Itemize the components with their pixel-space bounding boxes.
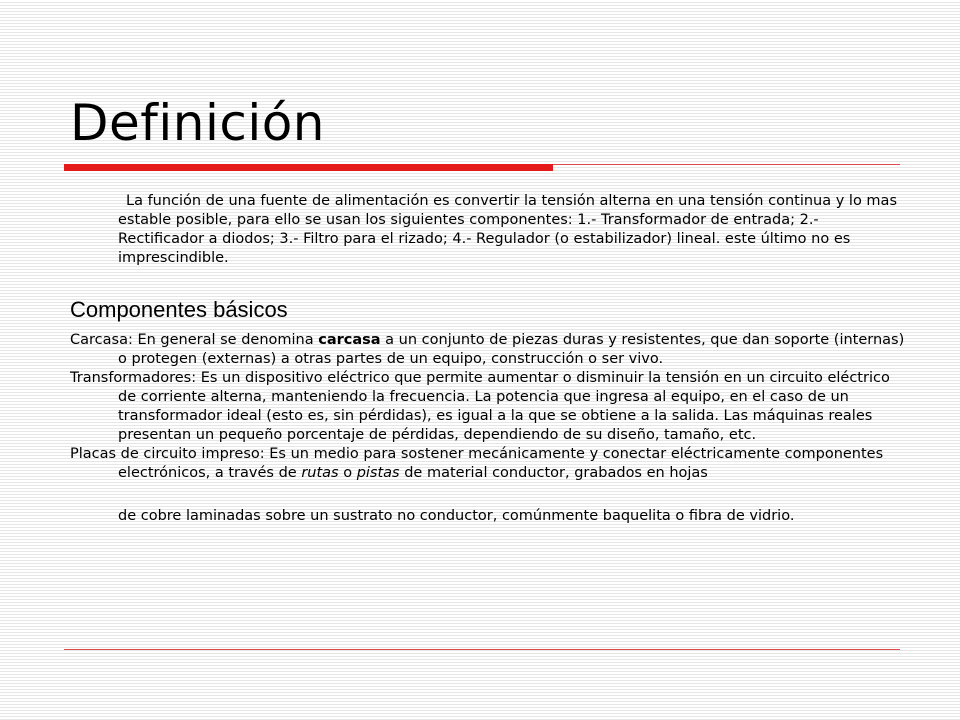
bottom-rule: [64, 649, 900, 650]
entry-transformadores: Transformadores: Es un dispositivo eléctrico que permite aumentar o disminuir la tensión en un circuito eléctrico de corriente alterna, manteniendo la frecuencia. La potencia que ingresa al equipo, en el caso de un transformador ideal (esto es, sin pérdidas), es igual a la que se obtiene a la salida. Las máquinas reales presentan un pequeño porcentaje de pérdidas, dependiendo de su diseño, tamaño, etc.: [70, 370, 890, 443]
components-list: [70, 331, 910, 526]
placas-part2: o: [338, 465, 357, 481]
entry-placas: [70, 445, 910, 483]
title-accent-bar: [64, 164, 553, 171]
placas-part1: Placas de circuito impreso: Es un medio para sostener mecánicamente y conectar eléctricamente componentes electrónicos, a través de: [70, 446, 884, 481]
entry-placas-continuation: de cobre laminadas sobre un sustrato no conductor, comúnmente baquelita o fibra de vidrio.: [118, 508, 795, 524]
entry-carcasa: [70, 331, 910, 369]
section-heading: Componentes básicos: [70, 297, 288, 322]
intro-paragraph: [118, 192, 908, 268]
carcasa-lead: Carcasa: En general se denomina: [70, 332, 319, 348]
placas-term-rutas: rutas: [301, 465, 339, 481]
paragraph-spacer: [70, 483, 910, 507]
title-underline-rule: [553, 164, 900, 165]
carcasa-term: carcasa: [318, 332, 381, 348]
slide-title: Definición: [70, 94, 325, 152]
intro-text: La función de una fuente de alimentación es convertir la tensión alterna en una tensión continua y lo mas estable posible, para ello se usan los siguientes componentes: 1.- Transformador de entrada; 2.- Rectificador a diodos; 3.- Filtro para el rizado; 4.- Regulador (o estabilizador) lineal. este último no es imprescindible.: [118, 193, 897, 266]
placas-term-pistas: pistas: [356, 465, 400, 481]
placas-part3: de material conductor, grabados en hojas: [399, 465, 708, 481]
carcasa-rest: a un conjunto de piezas duras y resistentes, que dan soporte (internas) o protegen (externas) a otras partes de un equipo, construcción o ser vivo.: [118, 332, 905, 367]
